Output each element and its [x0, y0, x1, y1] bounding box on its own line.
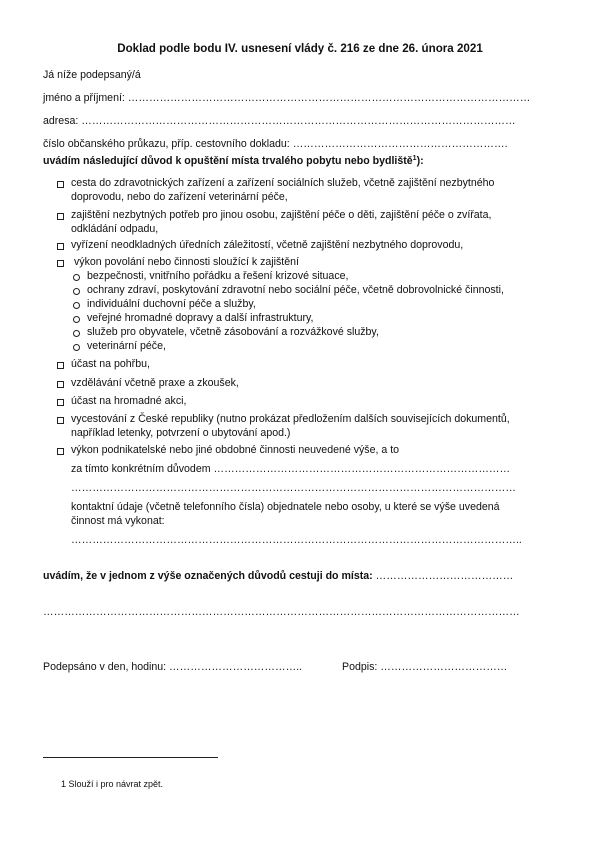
bullet-circle-icon — [73, 330, 80, 337]
destination-field[interactable]: ………………………………… — [375, 570, 514, 582]
signature-field[interactable]: Podpis: ……………………………… — [342, 661, 508, 673]
reason-business: výkon podnikatelské nebo jiné obdobné činnosti neuvedené výše, a to — [71, 444, 400, 456]
work-sub-item: ochrany zdraví, poskytování zdravotní nebo sociální péče, včetně dobrovolnické činnosti, — [87, 284, 504, 296]
business-reason-field[interactable]: za tímto konkrétním důvodem ………………………………………………………………………… — [71, 463, 511, 475]
id-document-field[interactable]: číslo občanského průkazu, příp. cestovního dokladu: ……………………………………………………. — [43, 138, 508, 150]
bullet-circle-icon — [73, 316, 80, 323]
checkbox-healthcare[interactable] — [57, 181, 64, 188]
reason-heading-end: ): — [416, 155, 424, 167]
reason-care-line2: odkládání odpadu, — [71, 223, 159, 235]
checkbox-work[interactable] — [57, 260, 64, 267]
address-field[interactable]: adresa: …………………………………………………………………………………………………………… — [43, 115, 516, 127]
reason-departure-line2: například letenky, potvrzení o ubytování apod.) — [71, 427, 291, 439]
reason-education: vzdělávání včetně praxe a zkoušek, — [71, 377, 239, 389]
reason-care-line1: zajištění nezbytných potřeb pro jinou osobu, zajištění péče o děti, zajištění péče o zvířata, — [71, 209, 492, 221]
footnote-divider — [43, 757, 218, 758]
reason-funeral: účast na pohřbu, — [71, 358, 150, 370]
checkbox-official-matters[interactable] — [57, 243, 64, 250]
work-sub-item: veterinární péče, — [87, 340, 166, 352]
reason-official-matters: vyřízení neodkladných úředních záležitostí, včetně zajištění nezbytného doprovodu, — [71, 239, 464, 251]
contact-info-line2: činnost má vykonat: — [71, 515, 165, 527]
reason-departure-line1: vycestování z České republiky (nutno prokázat předložením dalších souvisejících dokumentů, — [71, 413, 510, 425]
checkbox-education[interactable] — [57, 381, 64, 388]
work-sub-item: služeb pro obyvatele, včetně zásobování a rozvážkové služby, — [87, 326, 379, 338]
bullet-circle-icon — [73, 302, 80, 309]
signed-date-field[interactable]: Podepsáno v den, hodinu: ……………………………….. — [43, 661, 303, 673]
checkbox-care-others[interactable] — [57, 213, 64, 220]
name-field[interactable]: jméno a příjmení: …………………………………………………………………………………………………… — [43, 92, 531, 104]
contact-info-field[interactable]: ……………………………………………………………………………………………………………….. — [71, 534, 522, 546]
destination-row — [43, 570, 513, 583]
reason-healthcare-line1: cesta do zdravotnických zařízení a zařízení sociálních služeb, včetně zajištění nezbytného — [71, 177, 495, 189]
work-sub-item: bezpečnosti, vnitřního pořádku a řešení krizové situace, — [87, 270, 349, 282]
footnote-text: 1 Slouží i pro návrat zpět. — [61, 779, 164, 789]
reason-work: výkon povolání nebo činnosti sloužící k zajištění — [74, 256, 299, 268]
reason-mass-event: účast na hromadné akci, — [71, 395, 187, 407]
destination-label: uvádím, že v jednom z výše označených důvodů cestuji do místa: — [43, 570, 373, 582]
checkbox-mass-event[interactable] — [57, 399, 64, 406]
bullet-circle-icon — [73, 288, 80, 295]
business-reason-line[interactable]: ……………………………………………………………………………………………………………… — [71, 482, 516, 494]
intro-text: Já níže podepsaný/á — [43, 69, 141, 81]
checkbox-funeral[interactable] — [57, 362, 64, 369]
document-title: Doklad podle bodu IV. usnesení vlády č. 216 ze dne 26. února 2021 — [117, 42, 483, 55]
reason-heading — [43, 155, 424, 168]
work-sub-item: veřejné hromadné dopravy a další infrastruktury, — [87, 312, 314, 324]
footnote-ref: 1 — [412, 155, 417, 162]
work-sub-item: individuální duchovní péče a služby, — [87, 298, 256, 310]
bullet-circle-icon — [73, 274, 80, 281]
reason-heading-text: uvádím následující důvod k opuštění místa trvalého pobytu nebo bydliště — [43, 155, 413, 167]
destination-line[interactable]: ……………………………………………………………………………………………………………………… — [43, 606, 520, 618]
checkbox-business[interactable] — [57, 448, 64, 455]
contact-info-line1: kontaktní údaje (včetně telefonního čísla) objednatele nebo osoby, u které se výše uvedená — [71, 501, 500, 513]
checkbox-departure[interactable] — [57, 417, 64, 424]
reason-healthcare-line2: doprovodu, nebo do zařízení veterinární péče, — [71, 191, 288, 203]
bullet-circle-icon — [73, 344, 80, 351]
